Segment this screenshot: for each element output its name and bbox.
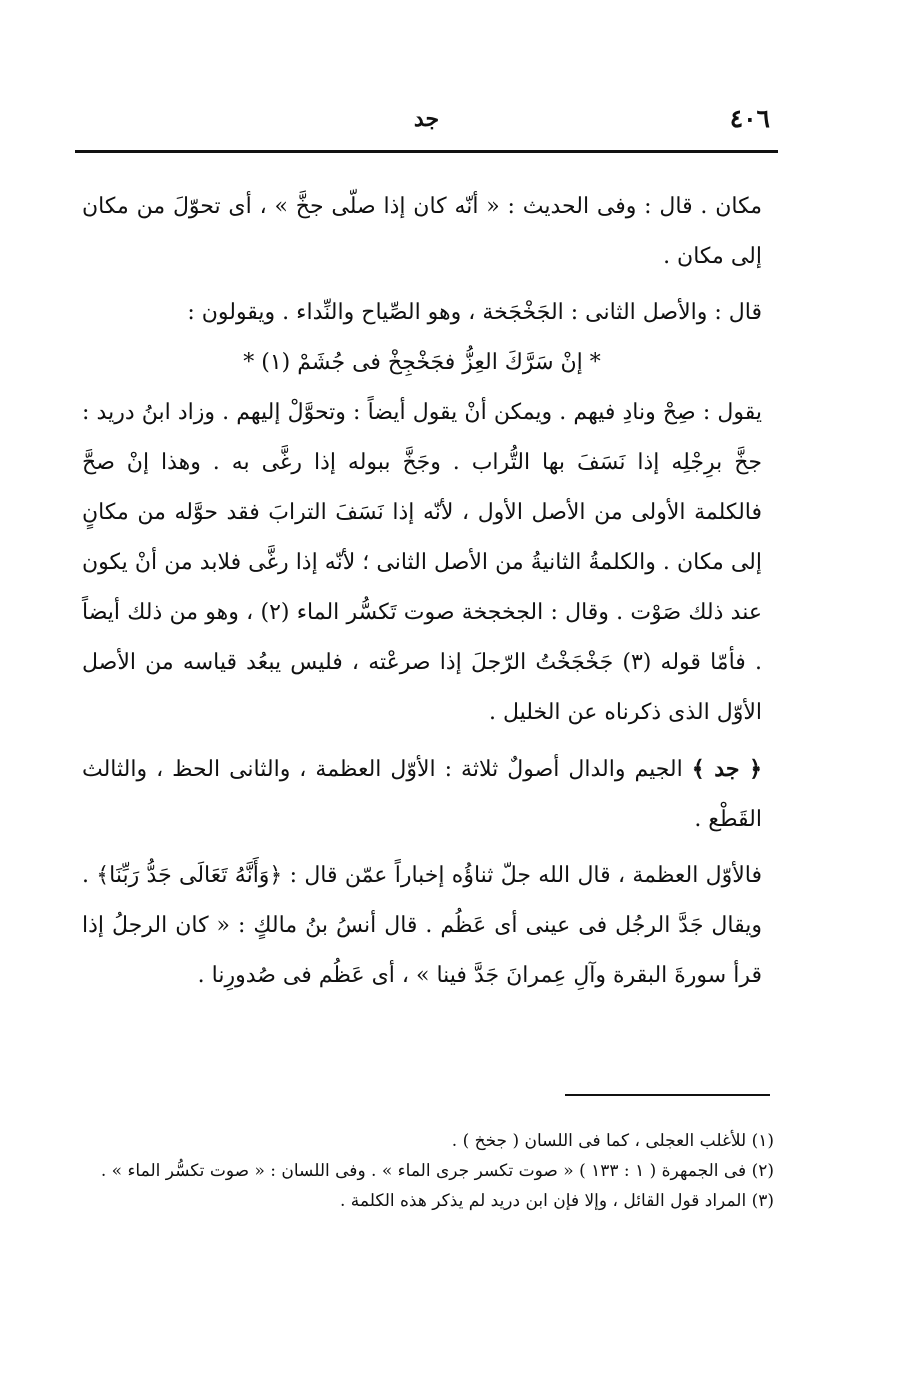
entry-heading: ﴿ جد ﴾ bbox=[691, 756, 763, 782]
footnote-1: (١) للأغلب العجلى ، كما فى اللسان ( جخخ ) . bbox=[451, 1131, 774, 1151]
paragraph-1: مكان . قال : وفى الحديث : « أنّه كان إذا صلّى جخَّ » ، أى تحوّلَ من مكان إلى مكان . bbox=[82, 194, 762, 269]
main-text bbox=[82, 182, 762, 1001]
entry-text: الجيم والدال أصولٌ ثلاثة : الأوّل العظمة ، والثانى الحظ ، والثالث القَطْع . bbox=[82, 757, 762, 832]
paragraph-3: يقول : صِحْ ونادِ فيهم . ويمكن أنْ يقول أيضاً : وتحوَّلْ إليهم . وزاد ابنُ دريد : جخَّ برِجْلِه إذا نَسَفَ بها التُّراب . وجَخَّ ببوله إذا رغَّى به . وهذا إنْ صحَّ فالكلمة الأولى من الأصل الأول ، لأنّه إذا نَسَفَ الترابَ فقد حوَّله من مكانٍ إلى مكان . والكلمةُ الثانيةُ من الأصل الثانى ؛ لأنّه إذا رغَّى فلابد من أنْ يكون عند ذلك صَوْت . وقال : الجخجخة صوت تَكسُّر الماء (٢) ، وهو من ذلك أيضاً . فأمّا قوله (٣) جَخْجَخْتُ الرّجلَ إذا صرعْته ، فليس يبعُد قياسه من الأصل الأوّل الذى ذكرناه عن الخليل . bbox=[82, 400, 762, 725]
page-number: ٤٠٦ bbox=[729, 104, 770, 133]
page-header bbox=[75, 100, 778, 150]
footnote-2: (٢) فى الجمهرة ( ١ : ١٣٣ ) « صوت تكسر جرى الماء » . وفى اللسان : « صوت تكسُّر الماء » . bbox=[100, 1161, 774, 1181]
header-rule bbox=[75, 150, 778, 153]
running-head: جد bbox=[413, 106, 440, 132]
paragraph-4 bbox=[82, 744, 762, 845]
verse-line: * إنْ سَرَّكَ العِزُّ فجَخْجِخْ فى جُشَمْ (١) * bbox=[243, 350, 601, 375]
paragraph-2: قال : والأصل الثانى : الجَخْجَخة ، وهو الصِّياح والنِّداء . ويقولون : bbox=[187, 300, 762, 325]
paragraph-5: فالأوّل العظمة ، قال الله جلّ ثناؤُه إخباراً عمّن قال : ﴿وَأَنَّهُ تَعَالَى جَدُّ رَبِّنَا﴾ . ويقال جَدَّ الرجُل فى عينى أى عَظُم . قال أنسُ بنُ مالكٍ : « كان الرجلُ إذا قرأ سورةَ البقرة وآلِ عِمرانَ جَدَّ فينا » ، أى عَظُم فى صُدورِنا . bbox=[82, 863, 762, 988]
footnote-3: (٣) المراد قول القائل ، وإلا فإن ابن دريد لم يذكر هذه الكلمة . bbox=[339, 1191, 774, 1211]
footnote-rule bbox=[565, 1094, 770, 1096]
footnotes bbox=[82, 1126, 774, 1216]
